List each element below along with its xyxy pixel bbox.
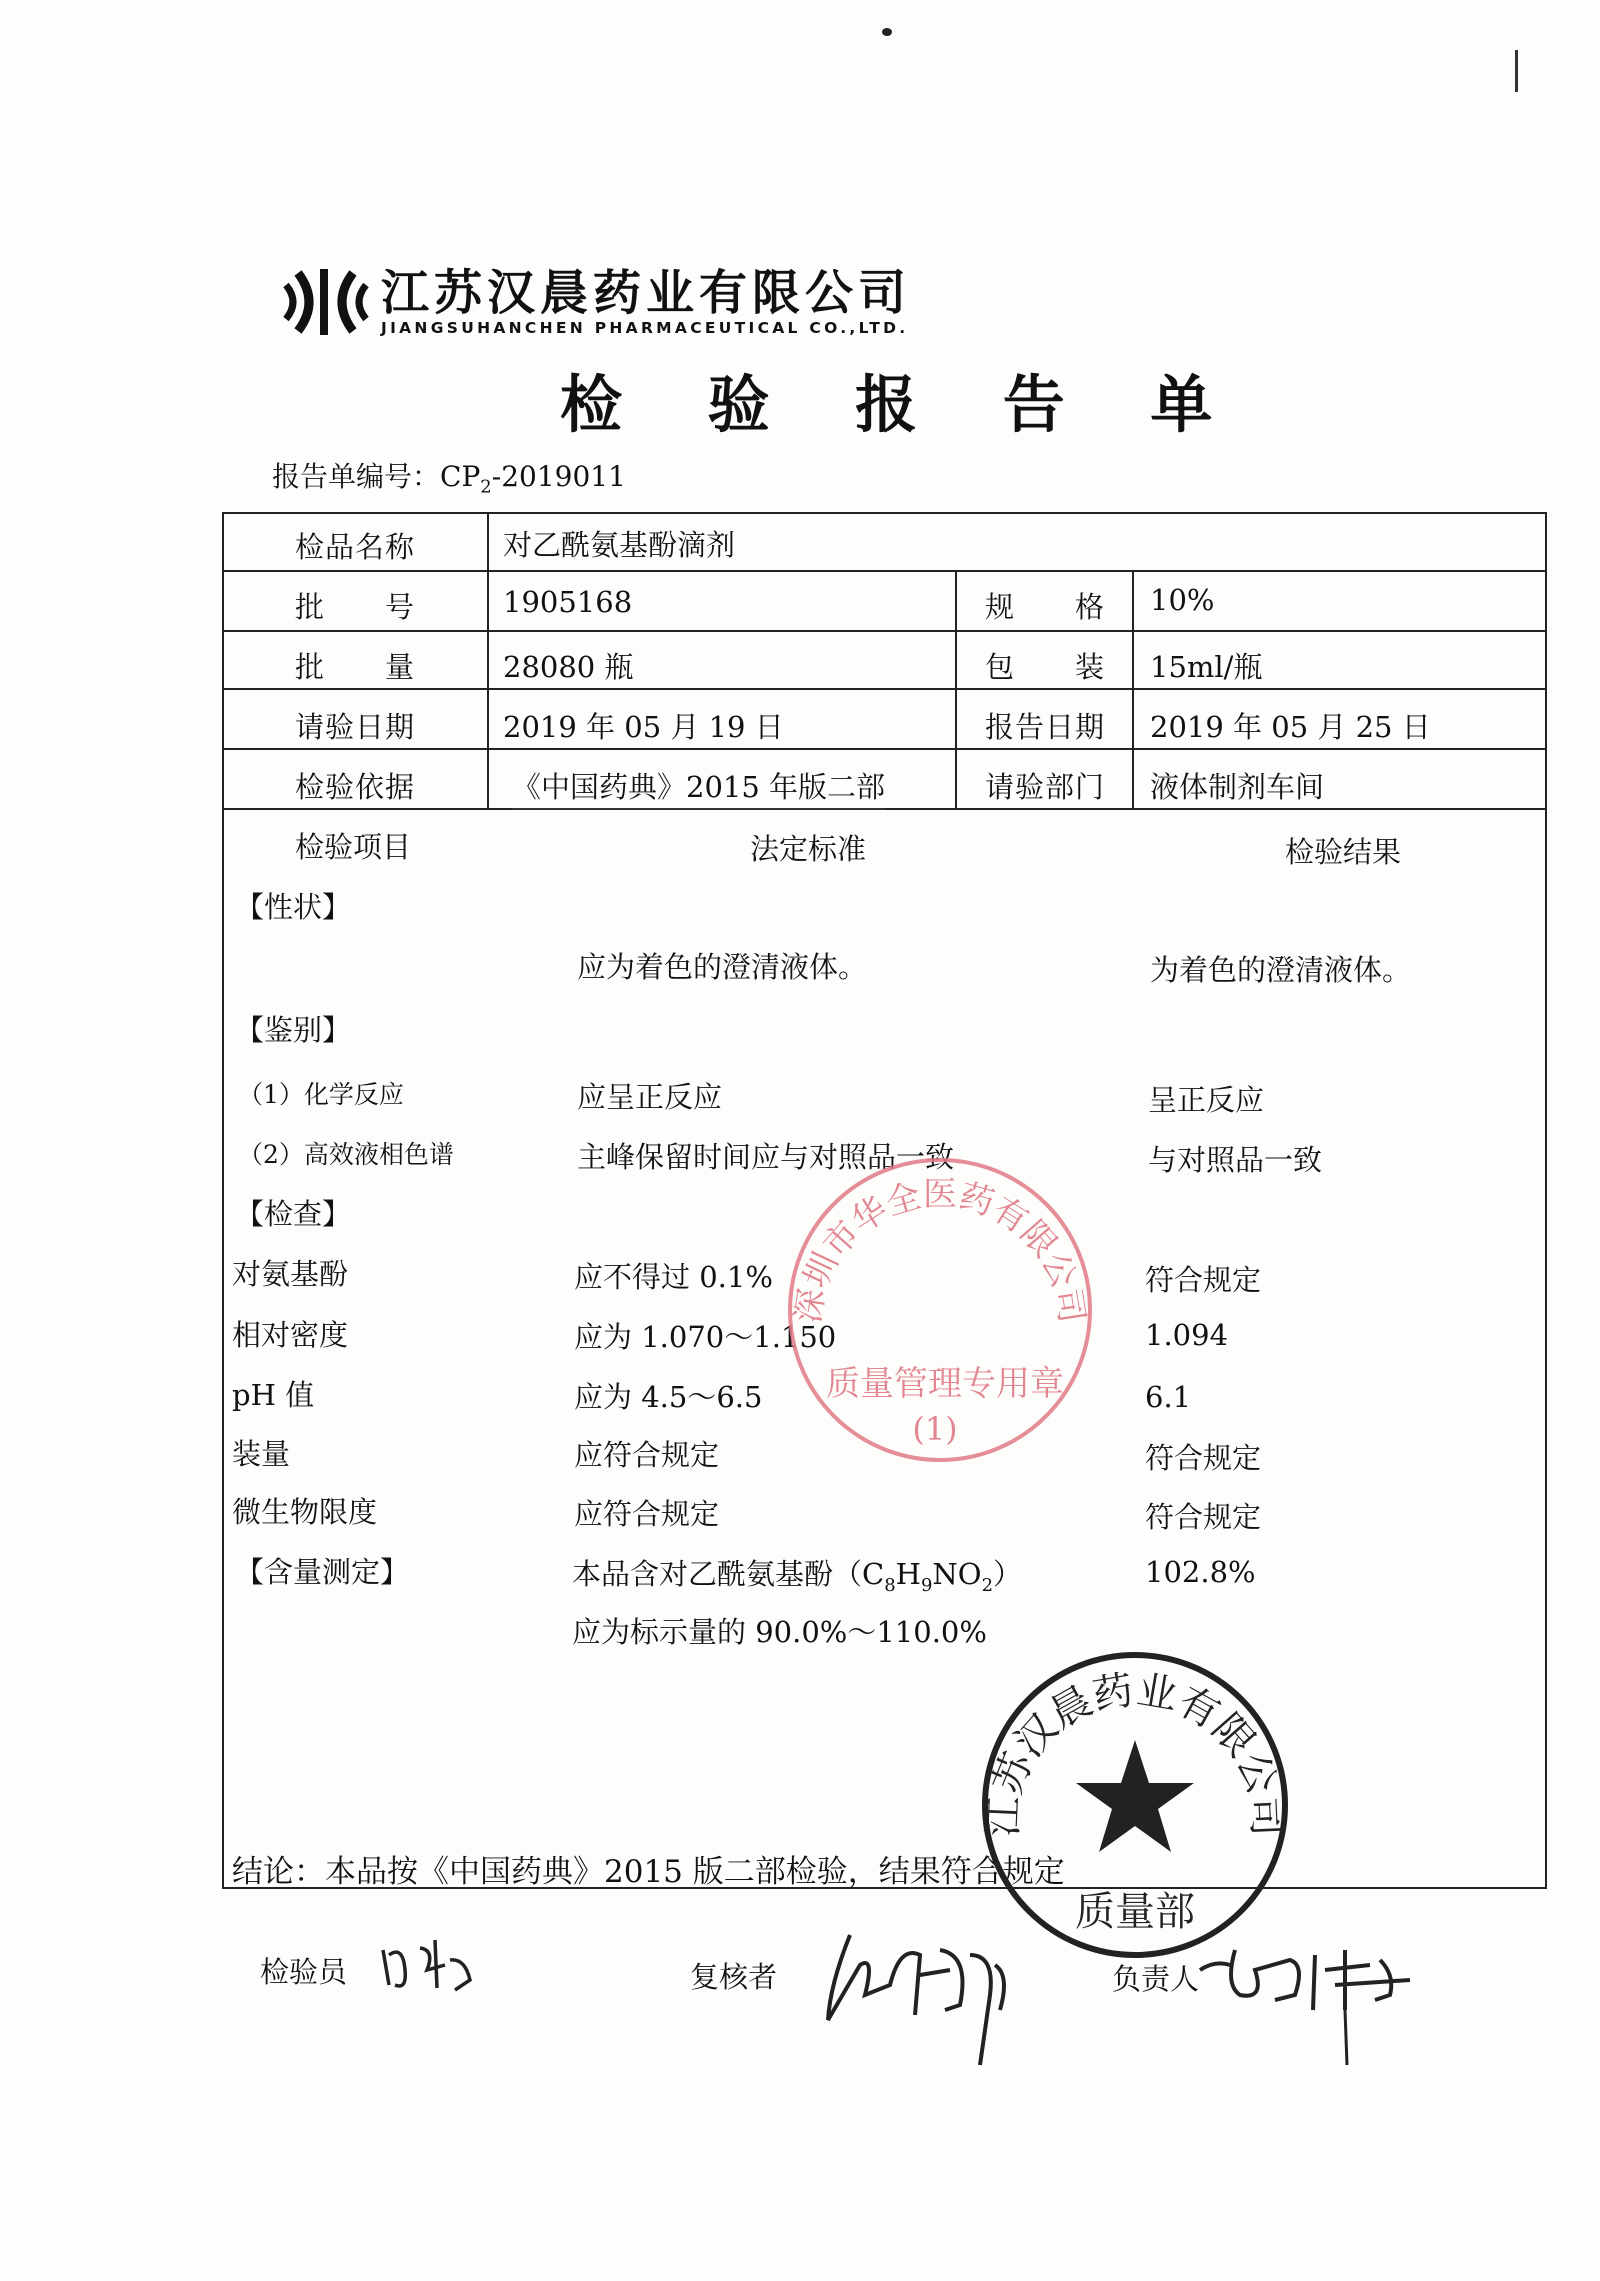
conclusion: 结论：本品按《中国药典》2015 版二部检验，结果符合规定 [232,1854,1065,1890]
inspector-label: 检验员 [260,1955,348,1989]
microbial-item: 微生物限度 [232,1495,378,1529]
basis-value: 《中国药典》2015 年版二部 [512,765,885,810]
spec-label: 规 格 [985,590,1106,624]
batch-no-label: 批 号 [295,590,416,624]
aminophenol-item: 对氨基酚 [232,1257,349,1291]
package-label: 包 装 [985,650,1106,684]
company-name [381,267,911,337]
table-column-divider [1132,570,1134,808]
aminophenol-standard: 应不得过 0.1% [574,1260,773,1294]
aminophenol-result: 符合规定 [1145,1263,1262,1297]
company-quality-stamp [975,1645,1295,1965]
scan-mark [882,28,892,36]
company-name-cn: 江苏汉晨药业有限公司 [381,265,912,321]
formula-sub: 9 [920,1574,933,1596]
report-number-sub: 2 [480,476,492,498]
company-header [278,262,911,342]
dept-value: 液体制剂车间 [1150,770,1325,804]
assay-result: 102.8% [1145,1555,1256,1589]
report-number [272,455,626,498]
table-divider [222,630,1547,632]
batch-no-value: 1905168 [503,585,633,619]
scan-mark [1515,50,1518,92]
request-date-label: 请验日期 [295,710,416,744]
batch-qty-label: 批 量 [295,650,416,684]
stamp-red-line1: 深圳市华全医药有限公司 [788,1174,1092,1326]
ph-item: pH 值 [232,1378,315,1412]
table-column-divider [955,570,957,808]
batch-qty-value: 28080 瓶 [503,650,634,684]
filling-result: 符合规定 [1145,1441,1262,1475]
stamp-red-line3: (1) [912,1410,958,1448]
appearance-result: 为着色的澄清液体。 [1150,953,1412,987]
package-value: 15ml/瓶 [1150,650,1263,684]
stamp-company-line2: 质量部 [1075,1889,1195,1935]
red-quality-stamp [770,1150,1100,1470]
section-identification: 【鉴别】 [235,1013,352,1047]
reviewer-signature [820,1925,1020,2070]
star-icon [1076,1740,1194,1852]
request-date-value: 2019 年 05 月 19 日 [503,710,784,744]
report-number-prefix: CP [440,460,481,493]
product-name-label: 检品名称 [295,530,416,564]
ph-standard: 应为 4.5～6.5 [574,1380,763,1414]
hplc-item: （2）高效液相色谱 [238,1140,454,1169]
section-appearance: 【性状】 [235,890,352,924]
table-divider [222,748,1547,750]
assay-standard [572,1552,1022,1596]
report-number-label: 报告单编号： [272,460,441,493]
assay-standard-text: 本品含对乙酰氨基酚（C [572,1557,885,1591]
company-name-en: JIANGSUHANCHEN PHARMACEUTICAL CO.,LTD. [381,319,909,337]
reviewer-label: 复核者 [690,1960,778,1994]
table-divider [222,570,1547,572]
appearance-standard: 应为着色的澄清液体。 [577,950,868,984]
basis-label: 检验依据 [295,770,416,804]
column-header-result: 检验结果 [1285,835,1402,869]
formula-part: NO [932,1557,982,1591]
supervisor-label: 负责人 [1112,1962,1200,1996]
section-assay: 【含量测定】 [235,1555,410,1589]
product-name-value: 对乙酰氨基酚滴剂 [503,528,736,562]
density-item: 相对密度 [232,1318,349,1352]
hplc-standard: 主峰保留时间应与对照品一致 [577,1140,955,1174]
report-date-label: 报告日期 [985,710,1106,744]
formula-sub: 8 [884,1574,896,1596]
company-logo-icon [278,263,373,341]
report-date-value: 2019 年 05 月 25 日 [1150,710,1431,744]
svg-text:深圳市华全医药有限公司 [788,1175,1092,1326]
formula-part: ） [993,1557,1023,1591]
filling-standard: 应符合规定 [574,1438,720,1472]
column-header-item: 检验项目 [295,830,412,864]
chem-standard: 应呈正反应 [577,1080,723,1114]
ph-result: 6.1 [1145,1380,1192,1414]
density-standard: 应为 1.070～1.150 [574,1320,837,1354]
spec-value: 10% [1150,583,1215,617]
filling-item: 装量 [232,1437,291,1471]
density-result: 1.094 [1145,1318,1229,1352]
chem-item: （1）化学反应 [238,1080,404,1109]
assay-standard-line2: 应为标示量的 90.0%～110.0% [572,1615,987,1649]
document-title: 检 验 报 告 单 [560,368,1245,441]
stamp-red-line2: 质量管理专用章 [826,1364,1064,1404]
section-inspection: 【检查】 [235,1197,352,1231]
microbial-standard: 应符合规定 [574,1497,720,1531]
dept-label: 请验部门 [985,770,1106,804]
microbial-result: 符合规定 [1145,1500,1262,1534]
chem-result: 呈正反应 [1148,1083,1265,1117]
table-divider [222,688,1547,690]
inspector-signature [375,1930,480,2000]
hplc-result: 与对照品一致 [1148,1143,1323,1177]
table-column-divider [487,512,489,808]
formula-part: H [895,1557,921,1591]
column-header-standard: 法定标准 [750,832,867,866]
supervisor-signature [1195,1940,1425,2075]
formula-sub: 2 [981,1574,994,1596]
report-number-value: -2019011 [491,460,626,493]
stamp-company-line1: 江苏汉晨药业有限公司 [980,1667,1290,1838]
